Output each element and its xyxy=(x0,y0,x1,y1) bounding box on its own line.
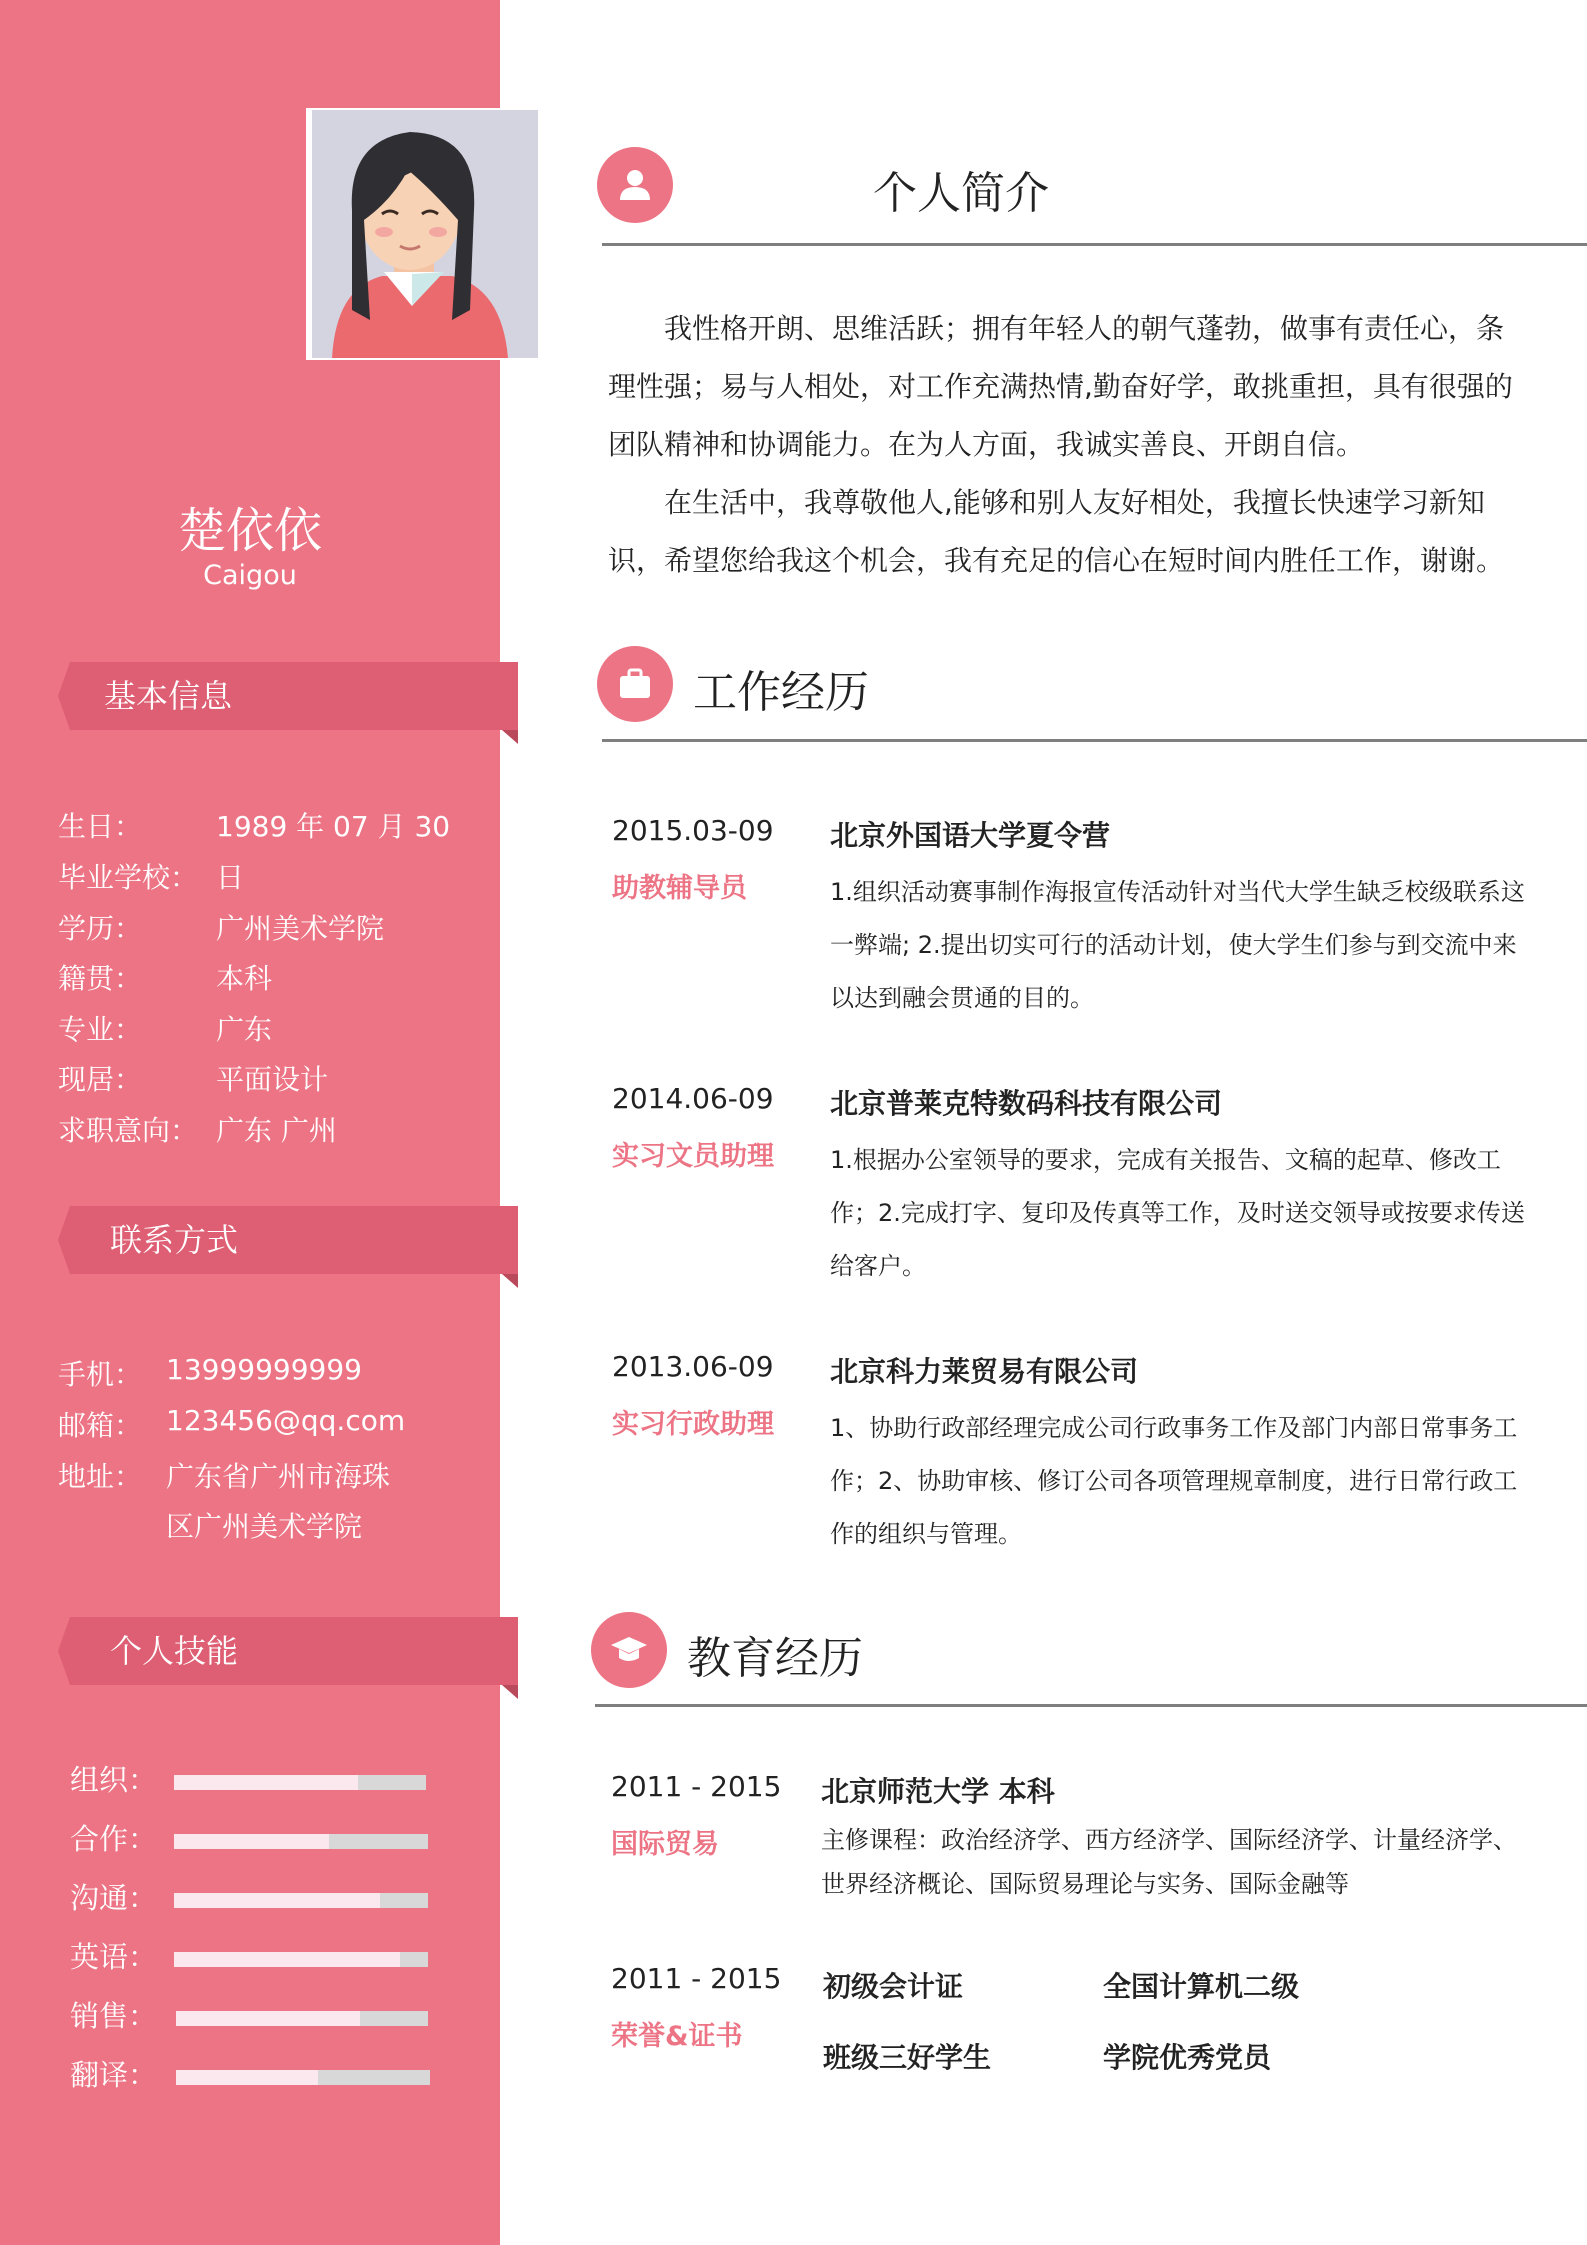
job-org: 北京外国语大学夏令营 xyxy=(830,819,1111,852)
info-value: 广东 xyxy=(216,1013,273,1046)
header-ribbon-fold xyxy=(502,1685,518,1699)
user-icon xyxy=(597,147,673,223)
basic-info-title: 基本信息 xyxy=(104,677,233,715)
honor-item: 初级会计证 xyxy=(823,1970,964,2003)
briefcase-icon xyxy=(597,646,673,722)
intro-section-header xyxy=(597,147,1587,237)
info-label: 生日： xyxy=(58,810,143,843)
address-line-2: 区广州美术学院 xyxy=(166,1510,363,1543)
contact-title: 联系方式 xyxy=(110,1221,239,1259)
job-desc: 1.组织活动赛事制作海报宣传活动针对当代大学生缺乏校级联系这一弊端; 2.提出切实可行的活动计划，使大学生们参与到交流中来以达到融会贯通的目的。 xyxy=(830,878,1525,1012)
skill-bar-fill xyxy=(176,2011,360,2026)
job-org: 北京普莱克特数码科技有限公司 xyxy=(830,1087,1223,1120)
education-title: 教育经历 xyxy=(687,1633,863,1684)
skill-label: 沟通： xyxy=(70,1881,158,1915)
basic-info-header xyxy=(58,662,518,730)
honors-label: 荣誉&证书 xyxy=(611,2021,743,2052)
contact-label: 手机： xyxy=(58,1358,143,1391)
info-label: 现居： xyxy=(58,1063,143,1096)
info-label: 籍贯： xyxy=(58,962,143,995)
education-divider xyxy=(595,1704,1587,1707)
info-value: 广东 广州 xyxy=(216,1114,337,1147)
profile-name-en: Caigou xyxy=(203,560,297,591)
contact-label: 地址： xyxy=(58,1460,143,1493)
intro-paragraph-1: 我性格开朗、思维活跃；拥有年轻人的朝气蓬勃，做事有责任心，条理性强；易与人相处，对工作充满热情,勤奋好学，敢挑重担，具有很强的团队精神和协调能力。在为人方面，我诚实善良、开朗自信。 xyxy=(608,312,1513,461)
job-desc: 1、协助行政部经理完成公司行政事务工作及部门内部日常事务工作；2、协助审核、修订公司各项管理规章制度，进行日常行政工作的组织与管理。 xyxy=(830,1414,1518,1548)
skill-bar xyxy=(176,2070,430,2085)
job-date: 2014.06-09 xyxy=(612,1082,774,1115)
job-role: 实习文员助理 xyxy=(612,1141,774,1172)
skill-bar xyxy=(176,2011,428,2026)
contact-header xyxy=(58,1206,518,1274)
address-line-1: 广东省广州市海珠 xyxy=(166,1460,391,1493)
work-divider xyxy=(602,739,1587,742)
education-section-header xyxy=(591,1612,1587,1702)
job-date: 2015.03-09 xyxy=(612,814,774,847)
intro-divider xyxy=(602,243,1587,246)
edu-date: 2011 - 2015 xyxy=(611,1770,782,1803)
skills-header xyxy=(58,1617,518,1685)
edu-school: 北京师范大学 本科 xyxy=(821,1775,1055,1808)
intro-text xyxy=(608,300,1528,590)
skill-bar xyxy=(174,1834,428,1849)
skill-label: 组织： xyxy=(70,1763,158,1797)
skills-title: 个人技能 xyxy=(110,1632,239,1670)
skill-label: 英语： xyxy=(70,1940,158,1974)
header-ribbon-fold xyxy=(502,1274,518,1288)
skill-bar xyxy=(174,1893,428,1908)
info-value: 平面设计 xyxy=(216,1063,329,1096)
work-title: 工作经历 xyxy=(693,667,869,718)
contact-label: 邮箱： xyxy=(58,1409,143,1442)
skill-label: 合作： xyxy=(70,1822,158,1856)
job-desc: 1.根据办公室领导的要求，完成有关报告、文稿的起草、修改工作；2.完成打字、复印及传真等工作，及时送交领导或按要求传送给客户。 xyxy=(830,1146,1525,1280)
work-section-header xyxy=(597,646,1587,736)
skill-bar xyxy=(174,1775,426,1790)
job-date: 2013.06-09 xyxy=(612,1350,774,1383)
edu-date: 2011 - 2015 xyxy=(611,1962,782,1995)
job-role: 实习行政助理 xyxy=(612,1409,774,1440)
intro-paragraph-2: 在生活中，我尊敬他人,能够和别人友好相处，我擅长快速学习新知识，希望您给我这个机会，我有充足的信心在短时间内胜任工作，谢谢。 xyxy=(608,486,1505,577)
honor-item: 全国计算机二级 xyxy=(1103,1970,1300,2003)
skill-bar-fill xyxy=(176,2070,318,2085)
graduation-cap-icon xyxy=(591,1612,667,1688)
profile-photo xyxy=(306,108,542,360)
profile-name: 楚依依 xyxy=(177,503,322,559)
skill-bar-fill xyxy=(174,1775,358,1790)
info-value: 1989 年 07 月 30 xyxy=(216,810,451,843)
edu-courses: 主修课程：政治经济学、西方经济学、国际经济学、计量经济学、世界经济概论、国际贸易理论与实务、国际金融等 xyxy=(821,1826,1517,1898)
info-value: 广州美术学院 xyxy=(216,912,385,945)
info-value: 日 xyxy=(216,861,245,894)
skill-bar-fill xyxy=(174,1834,329,1849)
info-value: 本科 xyxy=(216,962,273,995)
job-role: 助教辅导员 xyxy=(612,873,747,904)
honor-item: 班级三好学生 xyxy=(823,2041,992,2074)
info-label: 专业： xyxy=(58,1013,143,1046)
phone-value: 13999999999 xyxy=(166,1353,362,1386)
honor-item: 学院优秀党员 xyxy=(1103,2041,1272,2074)
header-ribbon-fold xyxy=(502,730,518,744)
email-value: 123456@qq.com xyxy=(166,1404,406,1437)
skill-bar-fill xyxy=(174,1893,380,1908)
skill-label: 翻译： xyxy=(70,2058,158,2092)
skill-label: 销售： xyxy=(70,1999,158,2033)
intro-title: 个人简介 xyxy=(873,168,1049,219)
avatar-illustration xyxy=(312,110,538,358)
skill-bar-fill xyxy=(174,1952,400,1967)
info-label: 学历： xyxy=(58,912,143,945)
info-label: 毕业学校： xyxy=(58,861,199,894)
edu-major: 国际贸易 xyxy=(611,1829,719,1860)
info-label: 求职意向： xyxy=(58,1114,199,1147)
job-org: 北京科力莱贸易有限公司 xyxy=(830,1355,1139,1388)
skill-bar xyxy=(174,1952,428,1967)
